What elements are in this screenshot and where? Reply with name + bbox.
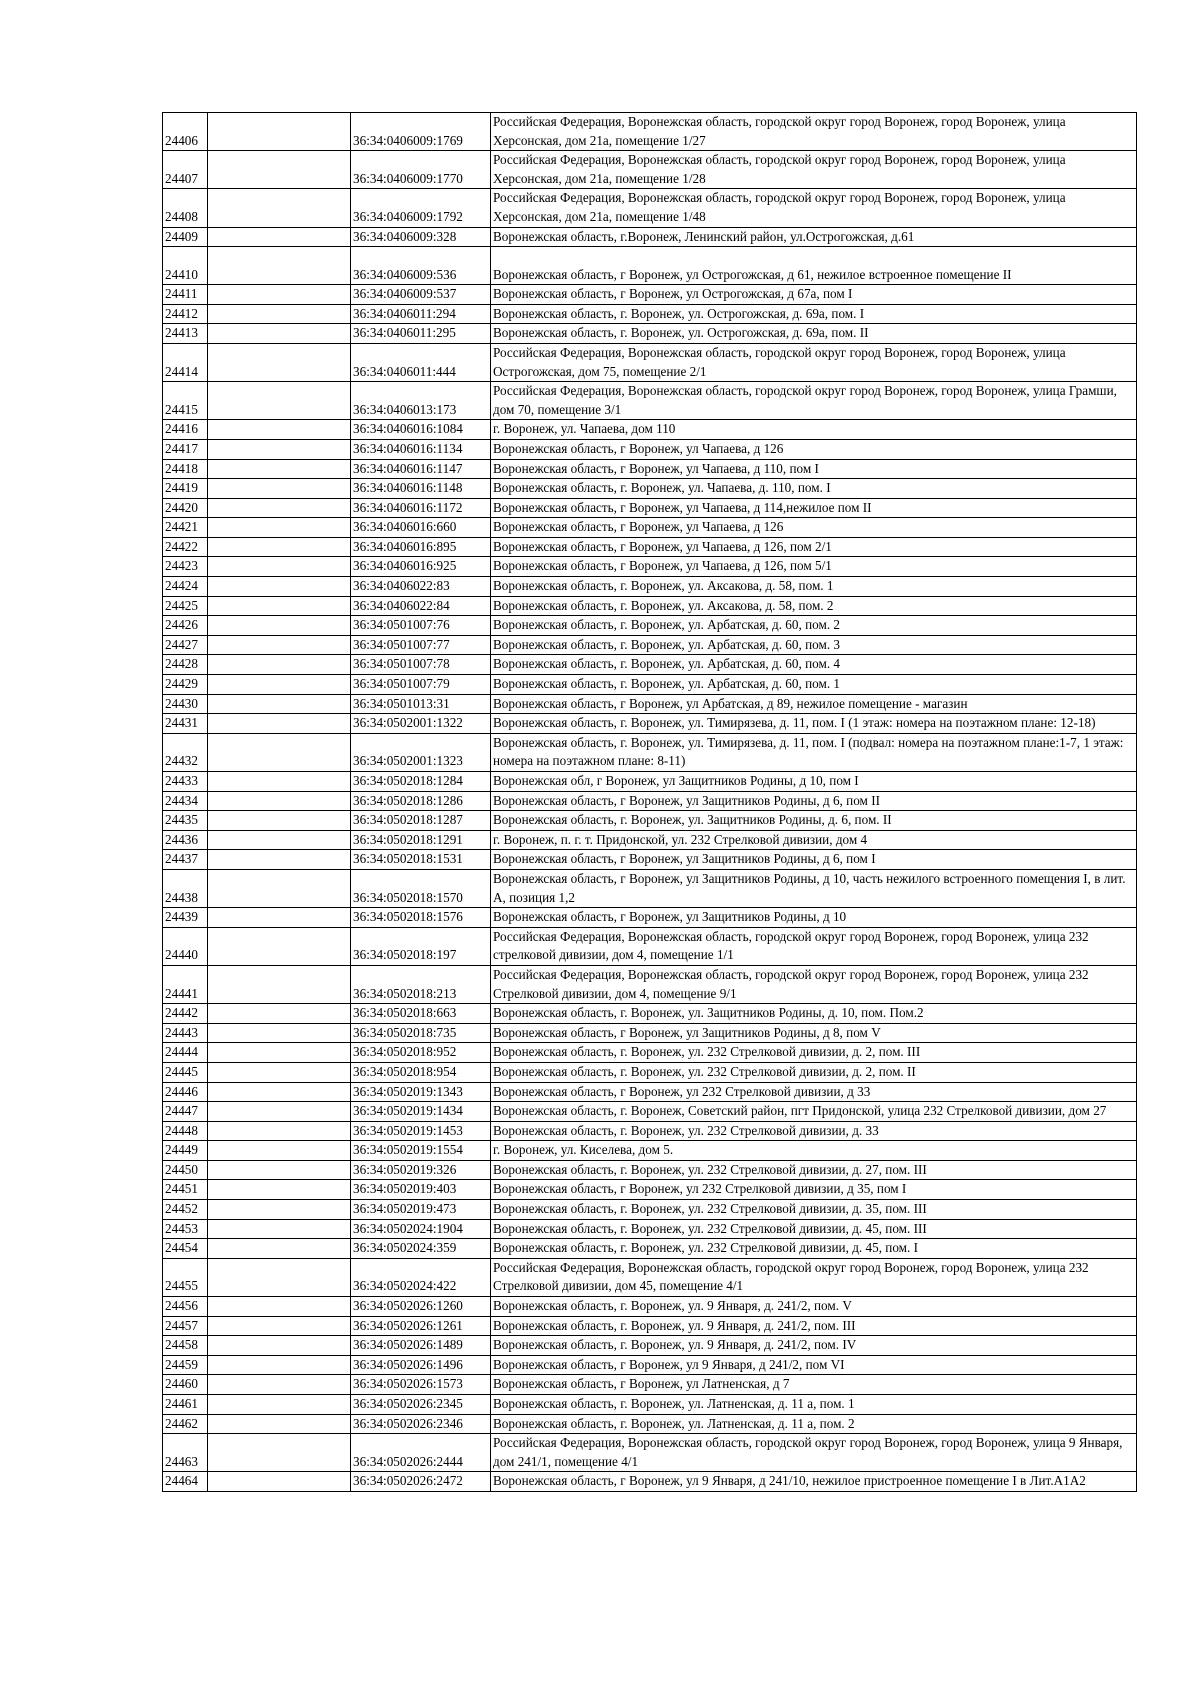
empty-cell <box>208 850 351 870</box>
cadastral-number-cell: 36:34:0406009:1792 <box>351 189 491 227</box>
empty-cell <box>208 304 351 324</box>
address-cell: г. Воронеж, ул. Киселева, дом 5. <box>491 1141 1137 1161</box>
empty-cell <box>208 675 351 695</box>
table-row <box>163 1375 1137 1395</box>
empty-cell <box>208 285 351 305</box>
cadastral-number-cell: 36:34:0502026:2345 <box>351 1395 491 1415</box>
row-number-cell: 24408 <box>163 189 208 227</box>
cadastral-number-cell: 36:34:0406011:444 <box>351 343 491 381</box>
address-cell: Воронежская область, г. Воронеж, ул. Аксакова, д. 58, пом. 2 <box>491 596 1137 616</box>
empty-cell <box>208 439 351 459</box>
address-cell: Воронежская область, г. Воронеж, ул. 232 Стрелковой дивизии, д. 27, пом. III <box>491 1160 1137 1180</box>
empty-cell <box>208 459 351 479</box>
empty-cell <box>208 324 351 344</box>
address-cell: Воронежская область, г. Воронеж, ул. Арбатская, д. 60, пом. 2 <box>491 616 1137 636</box>
table-row <box>163 791 1137 811</box>
address-cell: Воронежская область, г Воронеж, ул Чапаева, д 114,нежилое пом II <box>491 498 1137 518</box>
address-cell: Воронежская область, г. Воронеж, ул. Латненская, д. 11 а, пом. 1 <box>491 1395 1137 1415</box>
row-number-cell: 24410 <box>163 247 208 285</box>
cadastral-number-cell: 36:34:0502019:473 <box>351 1200 491 1220</box>
table-row <box>163 189 1137 227</box>
empty-cell <box>208 791 351 811</box>
address-cell: Воронежская область, г. Воронеж, ул. Латненская, д. 11 а, пом. 2 <box>491 1414 1137 1434</box>
row-number-cell: 24448 <box>163 1121 208 1141</box>
row-number-cell: 24439 <box>163 908 208 928</box>
cadastral-number-cell: 36:34:0502001:1323 <box>351 733 491 771</box>
table-row <box>163 537 1137 557</box>
address-cell: Воронежская область, г. Воронеж, ул. 232 Стрелковой дивизии, д. 2, пом. II <box>491 1062 1137 1082</box>
empty-cell <box>208 420 351 440</box>
row-number-cell: 24419 <box>163 479 208 499</box>
empty-cell <box>208 537 351 557</box>
row-number-cell: 24447 <box>163 1102 208 1122</box>
table-row <box>163 113 1137 151</box>
table-row <box>163 557 1137 577</box>
cadastral-number-cell: 36:34:0502024:422 <box>351 1258 491 1296</box>
row-number-cell: 24443 <box>163 1023 208 1043</box>
row-number-cell: 24406 <box>163 113 208 151</box>
row-number-cell: 24430 <box>163 694 208 714</box>
cadastral-number-cell: 36:34:0406013:173 <box>351 382 491 420</box>
cadastral-number-cell: 36:34:0406009:328 <box>351 227 491 247</box>
cadastral-number-cell: 36:34:0501013:31 <box>351 694 491 714</box>
table-row <box>163 1082 1137 1102</box>
address-cell: Воронежская область, г Воронеж, ул Латненская, д 7 <box>491 1375 1137 1395</box>
row-number-cell: 24436 <box>163 830 208 850</box>
cadastral-number-cell: 36:34:0406016:925 <box>351 557 491 577</box>
empty-cell <box>208 1062 351 1082</box>
address-cell: Воронежская область, г.Воронеж, Ленинский район, ул.Острогожская, д.61 <box>491 227 1137 247</box>
row-number-cell: 24409 <box>163 227 208 247</box>
address-cell: Воронежская область, г Воронеж, ул Чапаева, д 126, пом 5/1 <box>491 557 1137 577</box>
address-cell: г. Воронеж, ул. Чапаева, дом 110 <box>491 420 1137 440</box>
row-number-cell: 24450 <box>163 1160 208 1180</box>
table-row <box>163 1336 1137 1356</box>
empty-cell <box>208 113 351 151</box>
address-cell: Воронежская область, г Воронеж, ул Чапаева, д 110, пом I <box>491 459 1137 479</box>
row-number-cell: 24424 <box>163 577 208 597</box>
cadastral-number-cell: 36:34:0502026:1573 <box>351 1375 491 1395</box>
table-row <box>163 498 1137 518</box>
cadastral-number-cell: 36:34:0501007:79 <box>351 675 491 695</box>
empty-cell <box>208 518 351 538</box>
row-number-cell: 24426 <box>163 616 208 636</box>
address-cell: Российская Федерация, Воронежская область, городской округ город Воронеж, город Воронеж, улица 9 Января, дом 241/1, помещение 4/1 <box>491 1434 1137 1472</box>
address-cell: Воронежская область, г Воронеж, ул 9 Января, д 241/2, пом VI <box>491 1355 1137 1375</box>
address-cell: Российская Федерация, Воронежская область, городской округ город Воронеж, город Воронеж, улица Острогожская, дом 75, помещение 2/1 <box>491 343 1137 381</box>
table-row <box>163 1297 1137 1317</box>
row-number-cell: 24446 <box>163 1082 208 1102</box>
cadastral-number-cell: 36:34:0406009:1769 <box>351 113 491 151</box>
row-number-cell: 24412 <box>163 304 208 324</box>
table-row <box>163 1395 1137 1415</box>
address-cell: Воронежская область, г. Воронеж, ул. 232 Стрелковой дивизии, д. 35, пом. III <box>491 1200 1137 1220</box>
row-number-cell: 24462 <box>163 1414 208 1434</box>
row-number-cell: 24437 <box>163 850 208 870</box>
cadastral-number-cell: 36:34:0502018:1576 <box>351 908 491 928</box>
empty-cell <box>208 1160 351 1180</box>
address-cell: Воронежская область, г. Воронеж, ул. Тимирязева, д. 11, пом. I (подвал: номера на поэтажном плане:1-7, 1 этаж: номера на поэтажном плане: 8-11) <box>491 733 1137 771</box>
cadastral-number-cell: 36:34:0406022:84 <box>351 596 491 616</box>
address-cell: Воронежская обл, г Воронеж, ул Защитников Родины, д 10, пом I <box>491 772 1137 792</box>
address-cell: Воронежская область, г. Воронеж, ул. 9 Января, д. 241/2, пом. IV <box>491 1336 1137 1356</box>
row-number-cell: 24453 <box>163 1219 208 1239</box>
table-row <box>163 1121 1137 1141</box>
row-number-cell: 24420 <box>163 498 208 518</box>
address-cell: Воронежская область, г Воронеж, ул Защитников Родины, д 10, часть нежилого встроенного помещения I, в лит. А, позиция 1,2 <box>491 869 1137 907</box>
table-row <box>163 1434 1137 1472</box>
row-number-cell: 24441 <box>163 965 208 1003</box>
cadastral-number-cell: 36:34:0406016:1147 <box>351 459 491 479</box>
table-row <box>163 1023 1137 1043</box>
address-cell: Российская Федерация, Воронежская область, городской округ город Воронеж, город Воронеж, улица Херсонская, дом 21а, помещение 1/48 <box>491 189 1137 227</box>
table-row <box>163 1180 1137 1200</box>
cadastral-number-cell: 36:34:0501007:77 <box>351 635 491 655</box>
cadastral-number-cell: 36:34:0502018:1570 <box>351 869 491 907</box>
empty-cell <box>208 382 351 420</box>
row-number-cell: 24454 <box>163 1239 208 1259</box>
table-row <box>163 675 1137 695</box>
cadastral-number-cell: 36:34:0406016:1172 <box>351 498 491 518</box>
table-row <box>163 616 1137 636</box>
address-cell: Российская Федерация, Воронежская область, городской округ город Воронеж, город Воронеж, улица Херсонская, дом 21а, помещение 1/28 <box>491 151 1137 189</box>
address-cell: Воронежская область, г. Воронеж, ул. Арбатская, д. 60, пом. 1 <box>491 675 1137 695</box>
cadastral-number-cell: 36:34:0406009:536 <box>351 247 491 285</box>
empty-cell <box>208 1395 351 1415</box>
empty-cell <box>208 830 351 850</box>
address-cell: Воронежская область, г. Воронеж, ул. Аксакова, д. 58, пом. 1 <box>491 577 1137 597</box>
cadastral-number-cell: 36:34:0502024:359 <box>351 1239 491 1259</box>
cadastral-number-cell: 36:34:0502018:735 <box>351 1023 491 1043</box>
cadastral-number-cell: 36:34:0502001:1322 <box>351 714 491 734</box>
table-row <box>163 655 1137 675</box>
table-row <box>163 1160 1137 1180</box>
table-row <box>163 965 1137 1003</box>
cadastral-number-cell: 36:34:0406011:295 <box>351 324 491 344</box>
address-cell: Воронежская область, г. Воронеж, ул. Острогожская, д. 69а, пом. I <box>491 304 1137 324</box>
table-row <box>163 1316 1137 1336</box>
empty-cell <box>208 1355 351 1375</box>
table-row <box>163 1414 1137 1434</box>
address-cell: Воронежская область, г Воронеж, ул 9 Января, д 241/10, нежилое пристроенное помещение I в Лит.А1А2 <box>491 1472 1137 1492</box>
empty-cell <box>208 1043 351 1063</box>
table-row <box>163 733 1137 771</box>
address-cell: Воронежская область, г. Воронеж, ул. Острогожская, д. 69а, пом. II <box>491 324 1137 344</box>
empty-cell <box>208 772 351 792</box>
empty-cell <box>208 733 351 771</box>
table-row <box>163 1062 1137 1082</box>
empty-cell <box>208 247 351 285</box>
row-number-cell: 24449 <box>163 1141 208 1161</box>
row-number-cell: 24411 <box>163 285 208 305</box>
row-number-cell: 24425 <box>163 596 208 616</box>
row-number-cell: 24417 <box>163 439 208 459</box>
empty-cell <box>208 343 351 381</box>
table-row <box>163 285 1137 305</box>
cadastral-number-cell: 36:34:0406022:83 <box>351 577 491 597</box>
table-row <box>163 1102 1137 1122</box>
table-row <box>163 227 1137 247</box>
cadastral-number-cell: 36:34:0502026:1261 <box>351 1316 491 1336</box>
table-row <box>163 1141 1137 1161</box>
table-row <box>163 420 1137 440</box>
address-cell: Воронежская область, г. Воронеж, ул. 232 Стрелковой дивизии, д. 45, пом. III <box>491 1219 1137 1239</box>
row-number-cell: 24445 <box>163 1062 208 1082</box>
empty-cell <box>208 908 351 928</box>
row-number-cell: 24464 <box>163 1472 208 1492</box>
address-cell: Воронежская область, г. Воронеж, ул. 232 Стрелковой дивизии, д. 33 <box>491 1121 1137 1141</box>
cadastral-number-cell: 36:34:0406011:294 <box>351 304 491 324</box>
address-cell: Воронежская область, г. Воронеж, ул. Защитников Родины, д. 6, пом. II <box>491 811 1137 831</box>
empty-cell <box>208 1200 351 1220</box>
address-cell: Воронежская область, г. Воронеж, Советский район, пгт Придонской, улица 232 Стрелковой дивизии, дом 27 <box>491 1102 1137 1122</box>
row-number-cell: 24413 <box>163 324 208 344</box>
cadastral-number-cell: 36:34:0502026:2346 <box>351 1414 491 1434</box>
cadastral-number-cell: 36:34:0502018:1284 <box>351 772 491 792</box>
table-row <box>163 247 1137 285</box>
row-number-cell: 24463 <box>163 1434 208 1472</box>
cadastral-number-cell: 36:34:0502018:1287 <box>351 811 491 831</box>
row-number-cell: 24421 <box>163 518 208 538</box>
empty-cell <box>208 596 351 616</box>
empty-cell <box>208 1219 351 1239</box>
row-number-cell: 24452 <box>163 1200 208 1220</box>
address-cell: Российская Федерация, Воронежская область, городской округ город Воронеж, город Воронеж, улица 232 Стрелковой дивизии, дом 4, помещение 9/1 <box>491 965 1137 1003</box>
address-cell: Воронежская область, г Воронеж, ул Острогожская, д 61, нежилое встроенное помещение II <box>491 247 1137 285</box>
row-number-cell: 24432 <box>163 733 208 771</box>
address-cell: Российская Федерация, Воронежская область, городской округ город Воронеж, город Воронеж, улица 232 стрелковой дивизии, дом 4, помещение 1/1 <box>491 927 1137 965</box>
empty-cell <box>208 1239 351 1259</box>
cadastral-number-cell: 36:34:0406016:1148 <box>351 479 491 499</box>
empty-cell <box>208 1258 351 1296</box>
row-number-cell: 24435 <box>163 811 208 831</box>
empty-cell <box>208 1121 351 1141</box>
address-cell: Воронежская область, г. Воронеж, ул. 9 Января, д. 241/2, пом. V <box>491 1297 1137 1317</box>
table-row <box>163 151 1137 189</box>
address-cell: Воронежская область, г. Воронеж, ул. Чапаева, д. 110, пом. I <box>491 479 1137 499</box>
row-number-cell: 24460 <box>163 1375 208 1395</box>
address-cell: Воронежская область, г Воронеж, ул Защитников Родины, д 6, пом II <box>491 791 1137 811</box>
cadastral-number-cell: 36:34:0502018:1531 <box>351 850 491 870</box>
cadastral-number-cell: 36:34:0502026:1496 <box>351 1355 491 1375</box>
row-number-cell: 24457 <box>163 1316 208 1336</box>
address-cell: Воронежская область, г. Воронеж, ул. Арбатская, д. 60, пом. 4 <box>491 655 1137 675</box>
row-number-cell: 24416 <box>163 420 208 440</box>
cadastral-number-cell: 36:34:0406009:1770 <box>351 151 491 189</box>
cadastral-number-cell: 36:34:0502018:197 <box>351 927 491 965</box>
row-number-cell: 24440 <box>163 927 208 965</box>
empty-cell <box>208 694 351 714</box>
row-number-cell: 24429 <box>163 675 208 695</box>
table-row <box>163 439 1137 459</box>
row-number-cell: 24418 <box>163 459 208 479</box>
cadastral-number-cell: 36:34:0406016:660 <box>351 518 491 538</box>
cadastral-number-cell: 36:34:0502019:1554 <box>351 1141 491 1161</box>
cadastral-number-cell: 36:34:0502019:326 <box>351 1160 491 1180</box>
table-row <box>163 1239 1137 1259</box>
cadastral-number-cell: 36:34:0502018:952 <box>351 1043 491 1063</box>
empty-cell <box>208 714 351 734</box>
address-cell: Воронежская область, г. Воронеж, ул. 9 Января, д. 241/2, пом. III <box>491 1316 1137 1336</box>
cadastral-number-cell: 36:34:0502026:1489 <box>351 1336 491 1356</box>
cadastral-number-cell: 36:34:0502019:1343 <box>351 1082 491 1102</box>
address-cell: Воронежская область, г Воронеж, ул 232 Стрелковой дивизии, д 33 <box>491 1082 1137 1102</box>
table-row <box>163 1355 1137 1375</box>
table-row <box>163 459 1137 479</box>
row-number-cell: 24433 <box>163 772 208 792</box>
cadastral-number-cell: 36:34:0502018:954 <box>351 1062 491 1082</box>
empty-cell <box>208 1434 351 1472</box>
row-number-cell: 24431 <box>163 714 208 734</box>
address-cell: Воронежская область, г. Воронеж, ул. 232 Стрелковой дивизии, д. 45, пом. I <box>491 1239 1137 1259</box>
table-row <box>163 304 1137 324</box>
cadastral-number-cell: 36:34:0502026:2444 <box>351 1434 491 1472</box>
table-row <box>163 830 1137 850</box>
empty-cell <box>208 869 351 907</box>
cadastral-number-cell: 36:34:0502024:1904 <box>351 1219 491 1239</box>
cadastral-number-cell: 36:34:0502018:663 <box>351 1004 491 1024</box>
empty-cell <box>208 1023 351 1043</box>
registry-table <box>162 112 1137 1492</box>
empty-cell <box>208 1004 351 1024</box>
address-cell: Российская Федерация, Воронежская область, городской округ город Воронеж, город Воронеж, улица 232 Стрелковой дивизии, дом 45, помещение 4/1 <box>491 1258 1137 1296</box>
table-row <box>163 1472 1137 1492</box>
table-row <box>163 927 1137 965</box>
table-row <box>163 343 1137 381</box>
empty-cell <box>208 616 351 636</box>
table-row <box>163 714 1137 734</box>
row-number-cell: 24456 <box>163 1297 208 1317</box>
cadastral-number-cell: 36:34:0502026:2472 <box>351 1472 491 1492</box>
row-number-cell: 24444 <box>163 1043 208 1063</box>
cadastral-number-cell: 36:34:0502018:213 <box>351 965 491 1003</box>
row-number-cell: 24459 <box>163 1355 208 1375</box>
cadastral-number-cell: 36:34:0406016:1134 <box>351 439 491 459</box>
cadastral-number-cell: 36:34:0502026:1260 <box>351 1297 491 1317</box>
cadastral-number-cell: 36:34:0406009:537 <box>351 285 491 305</box>
row-number-cell: 24461 <box>163 1395 208 1415</box>
empty-cell <box>208 151 351 189</box>
empty-cell <box>208 577 351 597</box>
row-number-cell: 24422 <box>163 537 208 557</box>
empty-cell <box>208 635 351 655</box>
table-row <box>163 635 1137 655</box>
empty-cell <box>208 189 351 227</box>
address-cell: Российская Федерация, Воронежская область, городской округ город Воронеж, город Воронеж, улица Грамши, дом 70, помещение 3/1 <box>491 382 1137 420</box>
empty-cell <box>208 1180 351 1200</box>
empty-cell <box>208 227 351 247</box>
table-row <box>163 382 1137 420</box>
table-row <box>163 1258 1137 1296</box>
table-row <box>163 324 1137 344</box>
row-number-cell: 24438 <box>163 869 208 907</box>
row-number-cell: 24451 <box>163 1180 208 1200</box>
row-number-cell: 24442 <box>163 1004 208 1024</box>
table-row <box>163 694 1137 714</box>
empty-cell <box>208 1082 351 1102</box>
row-number-cell: 24423 <box>163 557 208 577</box>
empty-cell <box>208 557 351 577</box>
empty-cell <box>208 927 351 965</box>
cadastral-number-cell: 36:34:0406016:895 <box>351 537 491 557</box>
table-row <box>163 518 1137 538</box>
table-row <box>163 772 1137 792</box>
row-number-cell: 24428 <box>163 655 208 675</box>
cadastral-number-cell: 36:34:0502019:403 <box>351 1180 491 1200</box>
address-cell: Воронежская область, г Воронеж, ул Острогожская, д 67а, пом I <box>491 285 1137 305</box>
table-row <box>163 869 1137 907</box>
cadastral-number-cell: 36:34:0502019:1434 <box>351 1102 491 1122</box>
address-cell: Воронежская область, г. Воронеж, ул. Арбатская, д. 60, пом. 3 <box>491 635 1137 655</box>
table-row <box>163 1043 1137 1063</box>
table-row <box>163 577 1137 597</box>
address-cell: Воронежская область, г Воронеж, ул Защитников Родины, д 10 <box>491 908 1137 928</box>
row-number-cell: 24434 <box>163 791 208 811</box>
empty-cell <box>208 1414 351 1434</box>
empty-cell <box>208 1316 351 1336</box>
registry-table-body <box>163 113 1137 1492</box>
address-cell: Воронежская область, г Воронеж, ул Чапаева, д 126 <box>491 439 1137 459</box>
address-cell: Воронежская область, г Воронеж, ул Арбатская, д 89, нежилое помещение - магазин <box>491 694 1137 714</box>
table-row <box>163 908 1137 928</box>
row-number-cell: 24415 <box>163 382 208 420</box>
address-cell: Воронежская область, г Воронеж, ул Чапаева, д 126, пом 2/1 <box>491 537 1137 557</box>
empty-cell <box>208 655 351 675</box>
empty-cell <box>208 1336 351 1356</box>
address-cell: Воронежская область, г Воронеж, ул 232 Стрелковой дивизии, д 35, пом I <box>491 1180 1137 1200</box>
empty-cell <box>208 479 351 499</box>
address-cell: г. Воронеж, п. г. т. Придонской, ул. 232 Стрелковой дивизии, дом 4 <box>491 830 1137 850</box>
cadastral-number-cell: 36:34:0502019:1453 <box>351 1121 491 1141</box>
table-row <box>163 596 1137 616</box>
row-number-cell: 24414 <box>163 343 208 381</box>
empty-cell <box>208 811 351 831</box>
cadastral-number-cell: 36:34:0501007:78 <box>351 655 491 675</box>
table-row <box>163 479 1137 499</box>
empty-cell <box>208 1141 351 1161</box>
empty-cell <box>208 1297 351 1317</box>
empty-cell <box>208 1375 351 1395</box>
cadastral-number-cell: 36:34:0406016:1084 <box>351 420 491 440</box>
row-number-cell: 24455 <box>163 1258 208 1296</box>
cadastral-number-cell: 36:34:0502018:1291 <box>351 830 491 850</box>
address-cell: Воронежская область, г. Воронеж, ул. Защитников Родины, д. 10, пом. Пом.2 <box>491 1004 1137 1024</box>
address-cell: Воронежская область, г. Воронеж, ул. 232 Стрелковой дивизии, д. 2, пом. III <box>491 1043 1137 1063</box>
address-cell: Воронежская область, г Воронеж, ул Чапаева, д 126 <box>491 518 1137 538</box>
empty-cell <box>208 965 351 1003</box>
row-number-cell: 24427 <box>163 635 208 655</box>
table-row <box>163 1200 1137 1220</box>
address-cell: Воронежская область, г Воронеж, ул Защитников Родины, д 6, пом I <box>491 850 1137 870</box>
table-row <box>163 1004 1137 1024</box>
address-cell: Воронежская область, г Воронеж, ул Защитников Родины, д 8, пом V <box>491 1023 1137 1043</box>
cadastral-number-cell: 36:34:0501007:76 <box>351 616 491 636</box>
row-number-cell: 24407 <box>163 151 208 189</box>
row-number-cell: 24458 <box>163 1336 208 1356</box>
cadastral-number-cell: 36:34:0502018:1286 <box>351 791 491 811</box>
address-cell: Воронежская область, г. Воронеж, ул. Тимирязева, д. 11, пом. I (1 этаж: номера на поэтажном плане: 12-18) <box>491 714 1137 734</box>
empty-cell <box>208 498 351 518</box>
table-row <box>163 811 1137 831</box>
empty-cell <box>208 1472 351 1492</box>
address-cell: Российская Федерация, Воронежская область, городской округ город Воронеж, город Воронеж, улица Херсонская, дом 21а, помещение 1/27 <box>491 113 1137 151</box>
table-row <box>163 850 1137 870</box>
empty-cell <box>208 1102 351 1122</box>
table-row <box>163 1219 1137 1239</box>
